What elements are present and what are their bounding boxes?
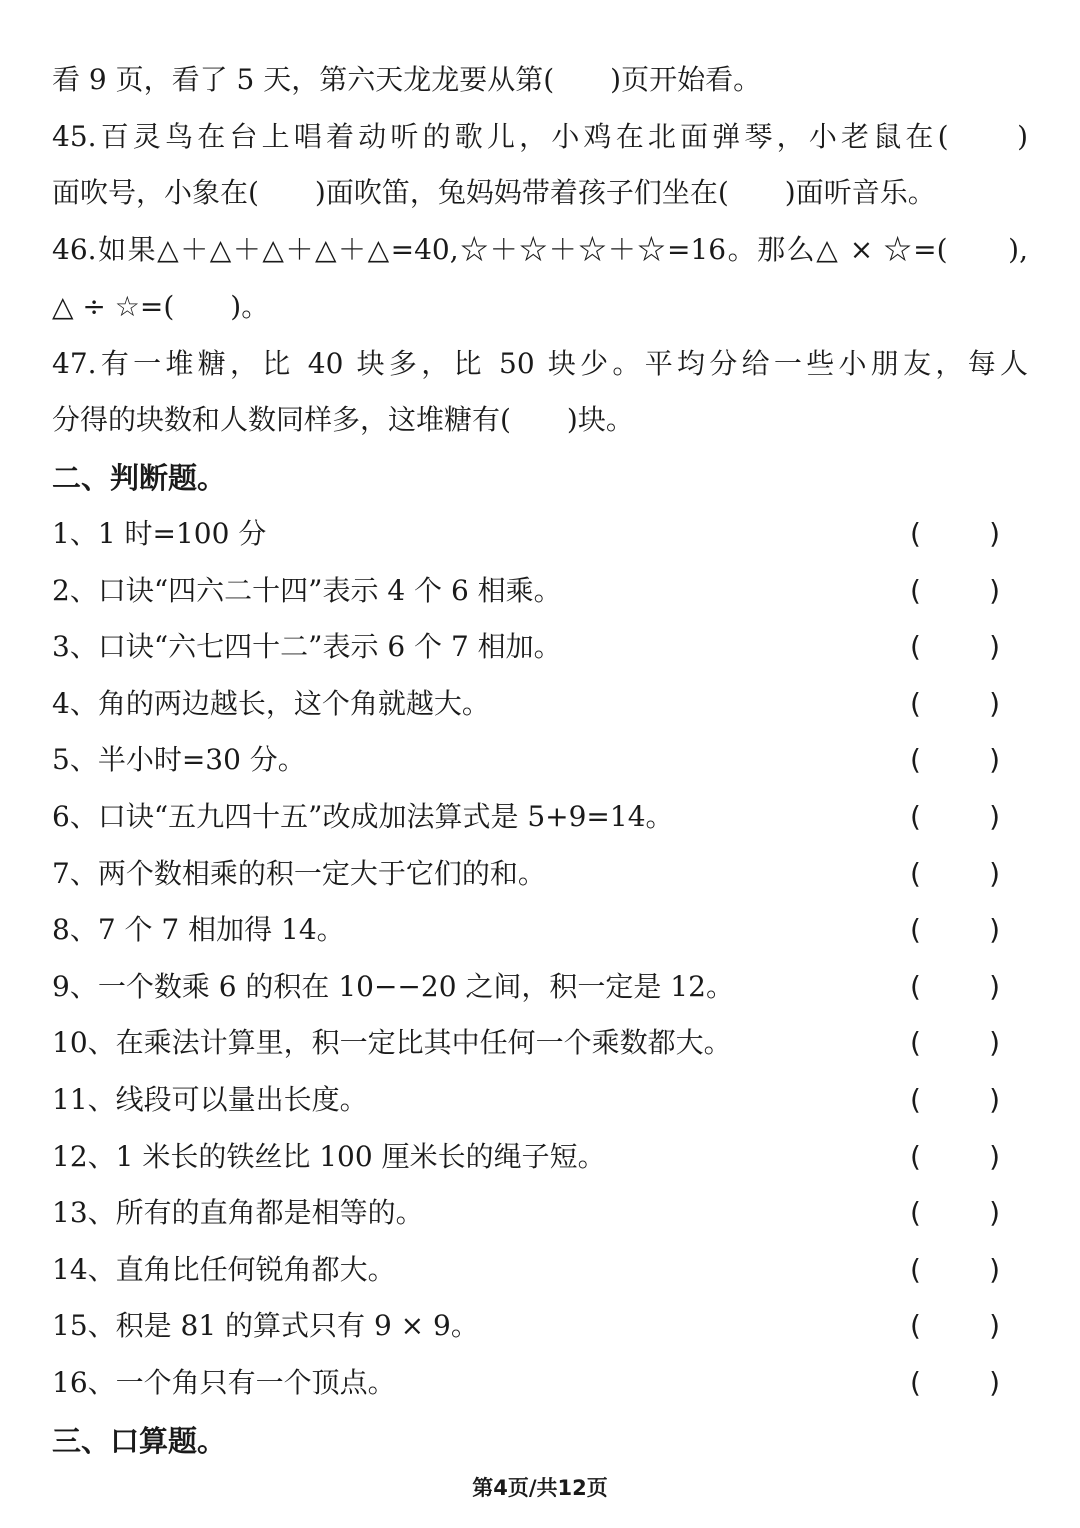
true-false-item-text: 14、直角比任何锐角都大。 bbox=[52, 1253, 396, 1286]
answer-bracket-left: ( bbox=[910, 517, 921, 550]
problem-45-line-2: 面吹号，小象在( )面吹笛，兔妈妈带着孩子们坐在( )面听音乐。 bbox=[52, 176, 936, 209]
answer-bracket-left: ( bbox=[910, 800, 921, 833]
true-false-item-text: 8、7 个 7 相加得 14。 bbox=[52, 913, 345, 946]
true-false-item-text: 4、角的两边越长，这个角就越大。 bbox=[52, 687, 490, 720]
true-false-item bbox=[52, 967, 1000, 1007]
answer-bracket-right: ) bbox=[989, 743, 1000, 776]
answer-bracket-right: ) bbox=[989, 800, 1000, 833]
true-false-item-text: 1、1 时=100 分 bbox=[52, 517, 267, 550]
answer-bracket-left: ( bbox=[910, 1083, 921, 1116]
true-false-item bbox=[52, 627, 1000, 667]
answer-bracket-left: ( bbox=[910, 1366, 921, 1399]
answer-bracket-right: ) bbox=[989, 1083, 1000, 1116]
answer-bracket-right: ) bbox=[989, 1026, 1000, 1059]
true-false-item-text: 10、在乘法计算里，积一定比其中任何一个乘数都大。 bbox=[52, 1026, 732, 1059]
answer-bracket-left: ( bbox=[910, 970, 921, 1003]
answer-bracket-left: ( bbox=[910, 687, 921, 720]
answer-bracket-right: ) bbox=[989, 1196, 1000, 1229]
answer-bracket-right: ) bbox=[989, 1140, 1000, 1173]
true-false-item bbox=[52, 740, 1000, 780]
answer-bracket-left: ( bbox=[910, 1309, 921, 1342]
problem-46-line-2: △ ÷ ☆=( )。 bbox=[52, 290, 270, 323]
true-false-item-text: 3、口诀“六七四十二”表示 6 个 7 相加。 bbox=[52, 630, 562, 663]
answer-bracket-left: ( bbox=[910, 1140, 921, 1173]
problem-45-line-1: 45.百灵鸟在台上唱着动听的歌儿，小鸡在北面弹琴，小老鼠在( ) bbox=[52, 120, 1028, 153]
true-false-item-text: 9、一个数乘 6 的积在 10−−20 之间，积一定是 12。 bbox=[52, 970, 734, 1003]
true-false-item bbox=[52, 1363, 1000, 1403]
true-false-item bbox=[52, 1250, 1000, 1290]
answer-bracket-right: ) bbox=[989, 970, 1000, 1003]
problem-46-line-1: 46.如果△＋△＋△＋△＋△=40,☆＋☆＋☆＋☆=16。那么△ × ☆=( ), bbox=[52, 233, 1028, 266]
answer-bracket-left: ( bbox=[910, 1026, 921, 1059]
answer-bracket-left: ( bbox=[910, 743, 921, 776]
true-false-item bbox=[52, 684, 1000, 724]
true-false-item bbox=[52, 1080, 1000, 1120]
true-false-item-text: 15、积是 81 的算式只有 9 × 9。 bbox=[52, 1309, 479, 1342]
true-false-item bbox=[52, 1306, 1000, 1346]
true-false-item-text: 2、口诀“四六二十四”表示 4 个 6 相乘。 bbox=[52, 574, 562, 607]
page-indicator: 第4页/共12页 bbox=[472, 1476, 608, 1500]
problem-44-continuation: 看 9 页，看了 5 天，第六天龙龙要从第( )页开始看。 bbox=[52, 63, 762, 96]
true-false-item-text: 16、一个角只有一个顶点。 bbox=[52, 1366, 396, 1399]
answer-bracket-right: ) bbox=[989, 1309, 1000, 1342]
answer-bracket-left: ( bbox=[910, 1253, 921, 1286]
answer-bracket-right: ) bbox=[989, 630, 1000, 663]
true-false-item-text: 11、线段可以量出长度。 bbox=[52, 1083, 368, 1116]
answer-bracket-left: ( bbox=[910, 1196, 921, 1229]
true-false-item-text: 7、两个数相乘的积一定大于它们的和。 bbox=[52, 857, 546, 890]
answer-bracket-right: ) bbox=[989, 857, 1000, 890]
true-false-item-text: 13、所有的直角都是相等的。 bbox=[52, 1196, 424, 1229]
answer-bracket-right: ) bbox=[989, 1253, 1000, 1286]
answer-bracket-right: ) bbox=[989, 687, 1000, 720]
answer-bracket-left: ( bbox=[910, 630, 921, 663]
true-false-item bbox=[52, 854, 1000, 894]
true-false-item bbox=[52, 797, 1000, 837]
true-false-item-text: 5、半小时=30 分。 bbox=[52, 743, 306, 776]
true-false-item bbox=[52, 910, 1000, 950]
true-false-item bbox=[52, 514, 1000, 554]
problem-47-line-2: 分得的块数和人数同样多，这堆糖有( )块。 bbox=[52, 403, 634, 436]
answer-bracket-left: ( bbox=[910, 574, 921, 607]
problem-47-line-1: 47.有一堆糖，比 40 块多，比 50 块少。平均分给一些小朋友，每人 bbox=[52, 347, 1028, 380]
answer-bracket-left: ( bbox=[910, 913, 921, 946]
true-false-item-text: 12、1 米长的铁丝比 100 厘米长的绳子短。 bbox=[52, 1140, 606, 1173]
answer-bracket-right: ) bbox=[989, 913, 1000, 946]
section-2-title: 二、判断题。 bbox=[52, 461, 227, 495]
true-false-item bbox=[52, 1137, 1000, 1177]
answer-bracket-right: ) bbox=[989, 574, 1000, 607]
true-false-item bbox=[52, 1193, 1000, 1233]
answer-bracket-right: ) bbox=[989, 517, 1000, 550]
answer-bracket-right: ) bbox=[989, 1366, 1000, 1399]
true-false-item bbox=[52, 1023, 1000, 1063]
answer-bracket-left: ( bbox=[910, 857, 921, 890]
true-false-item-text: 6、口诀“五九四十五”改成加法算式是 5+9=14。 bbox=[52, 800, 674, 833]
section-3-title: 三、口算题。 bbox=[52, 1424, 227, 1458]
true-false-item bbox=[52, 571, 1000, 611]
